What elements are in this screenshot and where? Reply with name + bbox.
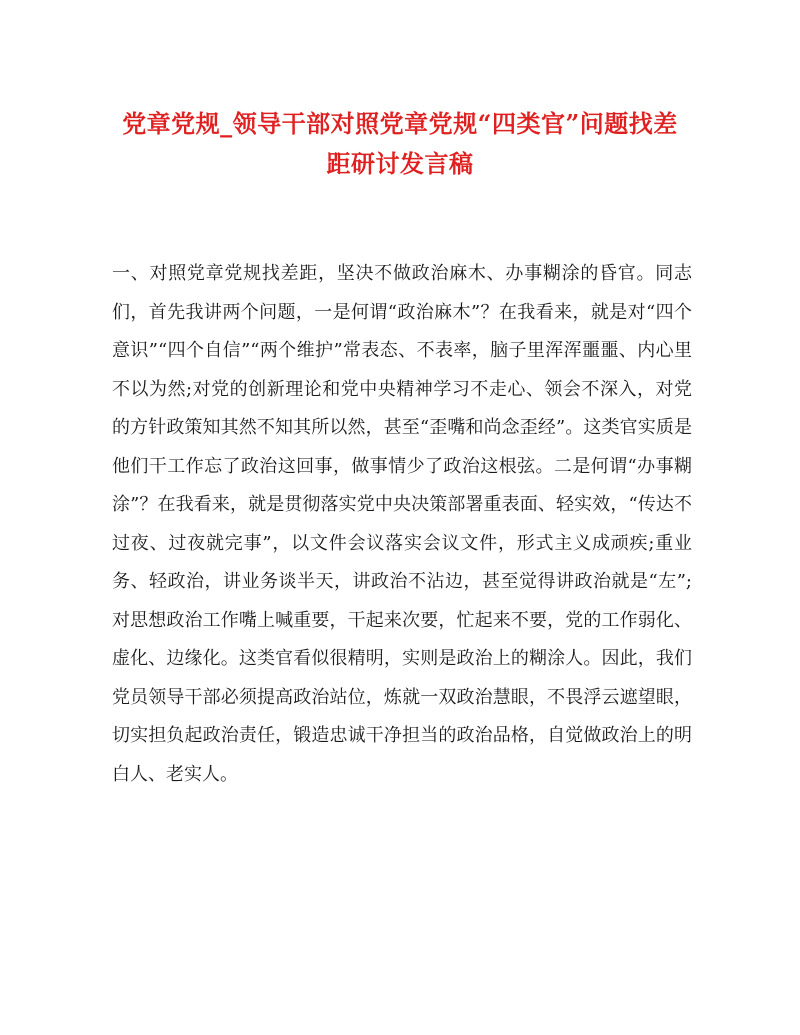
body-paragraph: 一、对照党章党规找差距，坚决不做政治麻木、办事糊涂的昏官。同志们，首先我讲两个问题，一是何谓“政治麻木”？在我看来，就是对“四个意识”“四个自信”“两个维护”常表态、不表率，脑子里浑浑噩噩、内心里不以为然;对党的创新理论和党中央精神学习不走心、领会不深入，对党的方针政策知其然不知其所以然，甚至“歪嘴和尚念歪经”。这类官实质是他们干工作忘了政治这回事，做事情少了政治这根弦。二是何谓“办事糊涂”？在我看来，就是贯彻落实党中央决策部署重表面、轻实效，“传达不过夜、过夜就完事”，以文件会议落实会议文件，形式主义成顽疾;重业务、轻政治，讲业务谈半天，讲政治不沾边，甚至觉得讲政治就是“左”;对思想政治工作嘴上喊重要，干起来次要，忙起来不要，党的工作弱化、虚化、边缘化。这类官看似很精明，实则是政治上的糊涂人。因此，我们党员领导干部必须提高政治站位，炼就一双政治慧眼，不畏浮云遮望眼，切实担负起政治责任，锻造忠诚干净担当的政治品格，自觉做政治上的明白人、老实人。	[112, 263, 692, 785]
document-title: 党章党规_领导干部对照党章党规“四类官”问题找差距研讨发言稿	[122, 109, 678, 178]
